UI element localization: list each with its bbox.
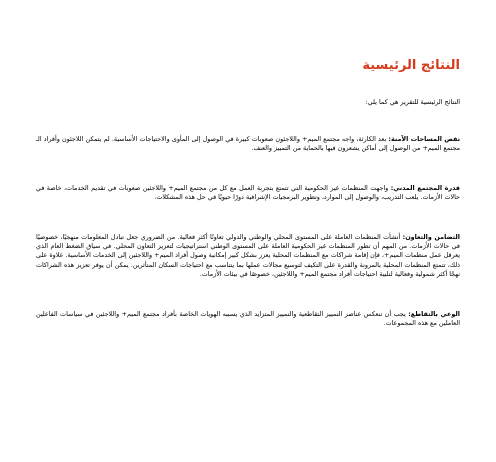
finding-paragraph-intersectionality: [36, 310, 460, 329]
intro-text: النتائج الرئيسية للتقرير هي كما يلي:: [365, 98, 460, 106]
finding-heading-intersectionality: الوعي بالتقاطع:: [408, 309, 460, 318]
finding-text-safe-spaces: بعد الكارثة، واجه مجتمع الميم+ واللاجئون صعوبات كبيرة في الوصول إلى المأوى والاحتياجات الأساسية. لم يتمكن اللاجئون وأفراد الـ مجتمع الميم+ من الوصول إلى أماكن يشعرون فيها بالحماية من التمييز والعنف.: [36, 135, 460, 153]
finding-heading-civil-society: قدرة المجتمع المدني:: [390, 183, 460, 192]
finding-paragraph-civil-society: [36, 184, 460, 203]
finding-text-solidarity: أنشأت المنظمات العاملة على المستوى المحلي والوطني والدولي تعاونًا أكثر فعالية. من الضروري جعل تبادل المعلومات منهجيًا، خصوصيًا في حالات الأزمات. من المهم أن تطور المنظمات غير الحكومية العاملة على المستوى الوطني استراتيجيات لتعزيز التعاون المحلي. في سياق الضغط العام الذي يعرقل عمل منظمات الميم+، فإن إقامة شراكات مع المنظمات المحلية يعزز بشكل كبير إمكانية وصول أفراد الميم+ واللاجئين إلى الخدمات الأساسية. علاوة على ذلك، تتمتع المنظمات المحلية بالمرونة والقدرة على التكيف لتوسيع مجالات عملها بما يتناسب مع احتياجات السكان المتأثرين. يمكن أن يوفر تعزيز هذه الشراكات نهجًا أكثر شمولية وفعالية لتلبية احتياجات أفراد مجتمع الميم+ واللاجئين، خصوصًا في بيئات الأزمات.: [36, 232, 460, 279]
finding-text-civil-society: واجهت المنظمات غير الحكومية التي تتمتع بتجربة العمل مع كل من مجتمع الميم+ واللاجئين صعوبات في تقديم الخدمات، خاصة في حالات الأزمات. يلعب التدريب، والوصول إلى الموارد، وتطوير البرمجيات الإشرافية دورًا حيويًا في حل هذه المشكلات.: [36, 183, 460, 202]
finding-text-intersectionality: يجب أن تنعكس عناصر التمييز التقاطعية والتمييز المتزايد الذي يسببه الهويات الخاصة بأفراد مجتمع الميم+ واللاجئين في سياسات الفاعلين العاملين مع هذه المجموعات.: [36, 309, 460, 328]
finding-paragraph-safe-spaces: [36, 135, 460, 154]
finding-heading-safe-spaces: نقص المساحات الآمنة:: [388, 135, 460, 143]
finding-paragraph-solidarity: [36, 233, 460, 280]
page-title: النتائج الرئيسية: [362, 58, 460, 73]
finding-heading-solidarity: التضامن والتعاون:: [402, 232, 460, 241]
